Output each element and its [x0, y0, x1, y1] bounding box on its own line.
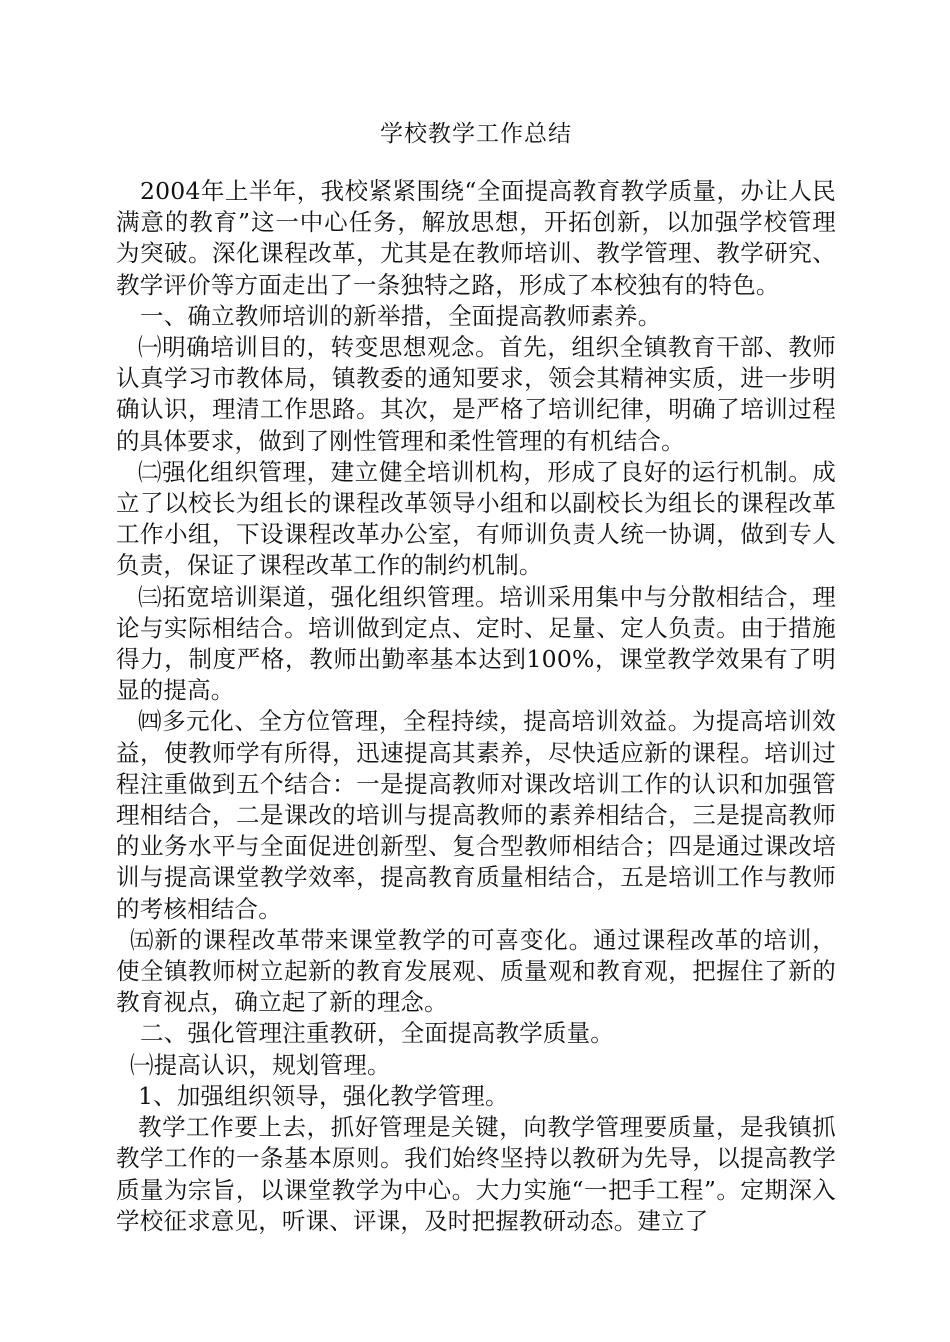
paragraph-1-4: ㈣多元化、全方位管理，全程持续，提高培训效益。为提高培训效益，使教师学有所得，迅速提高其素养，尽快适应新的课程。培训过程注重做到五个结合：一是提高教师对课改培训工作的认识和加强管理相结合，二是课改的培训与提高教师的素养相结合，三是提高教师的业务水平与全面促进创新型、复合型教师相结合；四是通过课改培训与提高课堂教学效率，提高教育质量相结合，五是培训工作与教师的考核相结合。 [116, 707, 836, 923]
subheading-2-1: ㈠提高认识，规划管理。 [130, 1050, 391, 1079]
subheading-2-1-1: 1、加强组织领导，强化教学管理。 [138, 1081, 509, 1110]
paragraph-1-1: ㈠明确培训目的，转变思想观念。首先，组织全镇教育干部、教师认真学习市教体局，镇教委的通知要求，领会其精神实质，进一步明确认识，理清工作思路。其次，是严格了培训纪律，明确了培训过程的具体要求，做到了刚性管理和柔性管理的有机结合。 [116, 333, 836, 455]
paragraph-1-5: ㈤新的课程改革带来课堂教学的可喜变化。通过课程改革的培训，使全镇教师树立起新的教育发展观、质量观和教育观，把握住了新的教育视点，确立起了新的理念。 [116, 925, 836, 1017]
heading-section-1: 一、确立教师培训的新举措，全面提高教师素养。 [140, 301, 662, 330]
paragraph-2-1-1: 教学工作要上去，抓好管理是关键，向教学管理要质量，是我镇抓教学工作的一条基本原则。我们始终坚持以教研为先导，以提高教学质量为宗旨，以课堂教学为中心。大力实施“一把手工程”。定期深入学校征求意见，听课、评课，及时把握教研动态。建立了 [116, 1113, 836, 1235]
paragraph-1-2: ㈡强化组织管理，建立健全培训机构，形成了良好的运行机制。成立了以校长为组长的课程改革领导小组和以副校长为组长的课程改革工作小组，下设课程改革办公室，有师训负责人统一协调，做到专人负责，保证了课程改革工作的制约机制。 [116, 457, 836, 580]
heading-section-2: 二、强化管理注重教研，全面提高教学质量。 [140, 1019, 614, 1048]
document-title: 学校教学工作总结 [380, 121, 572, 147]
paragraph-1-3: ㈢拓宽培训渠道，强化组织管理。培训采用集中与分散相结合，理论与实际相结合。培训做到定点、定时、足量、定人负责。由于措施得力，制度严格，教师出勤率基本达到100%，课堂教学效果有了明显的提高。 [116, 582, 836, 705]
paragraph-intro: 2004年上半年，我校紧紧围绕“全面提高教育教学质量，办让人民满意的教育”这一中心任务，解放思想，开拓创新，以加强学校管理为突破。深化课程改革，尤其是在教师培训、教学管理、教学研究、教学评价等方面走出了一条独特之路，形成了本校独有的特色。 [116, 177, 836, 299]
document-body [116, 118, 836, 1237]
